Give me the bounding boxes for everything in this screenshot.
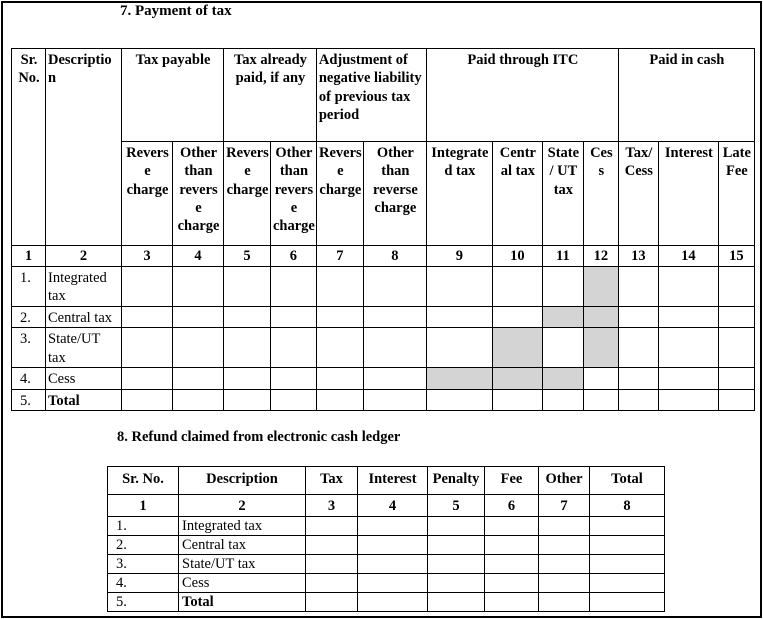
column-number: 8 bbox=[590, 495, 665, 517]
input-cell[interactable] bbox=[428, 517, 485, 536]
row-description: Cess bbox=[46, 368, 122, 389]
table-row bbox=[108, 555, 665, 574]
input-cell[interactable] bbox=[358, 593, 428, 612]
input-cell[interactable] bbox=[718, 267, 754, 307]
column-number: 8 bbox=[363, 246, 426, 267]
column-number: 15 bbox=[718, 246, 754, 267]
row-sr: 2. bbox=[108, 536, 179, 555]
input-cell[interactable] bbox=[224, 389, 271, 410]
input-cell[interactable] bbox=[542, 267, 583, 307]
column-number: 1 bbox=[108, 495, 179, 517]
header-description: Descriptio n bbox=[46, 49, 122, 246]
input-cell[interactable] bbox=[363, 389, 426, 410]
header-fee: Fee bbox=[485, 467, 539, 495]
input-cell[interactable] bbox=[658, 307, 718, 328]
input-cell[interactable] bbox=[122, 267, 173, 307]
column-number: 12 bbox=[583, 246, 618, 267]
input-cell[interactable] bbox=[542, 328, 583, 368]
input-cell[interactable] bbox=[492, 307, 542, 328]
input-cell[interactable] bbox=[658, 368, 718, 389]
row-sr: 1. bbox=[12, 267, 46, 307]
row-description-total: Total bbox=[179, 593, 306, 612]
header-other-than-reverse-charge: Other than revers e charge bbox=[271, 142, 317, 246]
input-cell[interactable] bbox=[224, 267, 271, 307]
column-number: 11 bbox=[542, 246, 583, 267]
input-cell[interactable] bbox=[358, 574, 428, 593]
input-cell[interactable] bbox=[122, 328, 173, 368]
input-cell[interactable] bbox=[122, 368, 173, 389]
column-number: 2 bbox=[179, 495, 306, 517]
table-row bbox=[108, 593, 665, 612]
input-cell[interactable] bbox=[271, 328, 317, 368]
input-cell[interactable] bbox=[590, 593, 665, 612]
header-tax-cess: Tax/ Cess bbox=[618, 142, 658, 246]
table-row bbox=[12, 328, 755, 368]
row-description: State/UT tax bbox=[179, 555, 306, 574]
input-cell[interactable] bbox=[122, 307, 173, 328]
header-central-tax: Centr al tax bbox=[492, 142, 542, 246]
shaded-cell bbox=[492, 368, 542, 389]
row-sr: 3. bbox=[12, 328, 46, 368]
input-cell[interactable] bbox=[306, 555, 358, 574]
row-description: Cess bbox=[179, 574, 306, 593]
input-cell[interactable] bbox=[618, 307, 658, 328]
column-number: 5 bbox=[224, 246, 271, 267]
header-description: Description bbox=[179, 467, 306, 495]
input-cell[interactable] bbox=[271, 307, 317, 328]
input-cell[interactable] bbox=[492, 389, 542, 410]
input-cell[interactable] bbox=[306, 517, 358, 536]
input-cell[interactable] bbox=[539, 593, 590, 612]
input-cell[interactable] bbox=[173, 328, 224, 368]
header-adjustment-negative-liability: Adjustment of negative liability of previous tax period bbox=[316, 49, 426, 142]
input-cell[interactable] bbox=[271, 389, 317, 410]
input-cell[interactable] bbox=[363, 307, 426, 328]
header-tax-payable: Tax payable bbox=[122, 49, 224, 142]
table-row bbox=[12, 368, 755, 389]
row-sr: 3. bbox=[108, 555, 179, 574]
column-number: 1 bbox=[12, 246, 46, 267]
header-total: Total bbox=[590, 467, 665, 495]
input-cell[interactable] bbox=[316, 328, 363, 368]
table-row bbox=[108, 536, 665, 555]
column-number: 5 bbox=[428, 495, 485, 517]
table-row bbox=[12, 267, 755, 307]
row-sr: 4. bbox=[108, 574, 179, 593]
row-sr: 1. bbox=[108, 517, 179, 536]
header-integrated-tax: Integrate d tax bbox=[426, 142, 492, 246]
input-cell[interactable] bbox=[583, 389, 618, 410]
input-cell[interactable] bbox=[590, 517, 665, 536]
header-reverse-charge: Revers e charge bbox=[316, 142, 363, 246]
input-cell[interactable] bbox=[173, 307, 224, 328]
header-sr-no: Sr. No. bbox=[12, 49, 46, 246]
shaded-cell bbox=[426, 368, 492, 389]
input-cell[interactable] bbox=[173, 368, 224, 389]
input-cell[interactable] bbox=[539, 555, 590, 574]
input-cell[interactable] bbox=[363, 267, 426, 307]
refund-claimed-table bbox=[107, 466, 665, 612]
input-cell[interactable] bbox=[539, 517, 590, 536]
input-cell[interactable] bbox=[173, 389, 224, 410]
input-cell[interactable] bbox=[428, 555, 485, 574]
input-cell[interactable] bbox=[590, 536, 665, 555]
input-cell[interactable] bbox=[718, 328, 754, 368]
header-state-ut-tax: State / UT tax bbox=[542, 142, 583, 246]
header-sr-no: Sr. No. bbox=[108, 467, 179, 495]
row-sr: 4. bbox=[12, 368, 46, 389]
column-number: 14 bbox=[658, 246, 718, 267]
input-cell[interactable] bbox=[428, 593, 485, 612]
input-cell[interactable] bbox=[618, 267, 658, 307]
column-number: 3 bbox=[306, 495, 358, 517]
input-cell[interactable] bbox=[173, 267, 224, 307]
input-cell[interactable] bbox=[271, 267, 317, 307]
input-cell[interactable] bbox=[658, 389, 718, 410]
input-cell[interactable] bbox=[426, 389, 492, 410]
input-cell[interactable] bbox=[426, 328, 492, 368]
input-cell[interactable] bbox=[485, 593, 539, 612]
input-cell[interactable] bbox=[485, 555, 539, 574]
input-cell[interactable] bbox=[306, 574, 358, 593]
column-number: 6 bbox=[485, 495, 539, 517]
header-reverse-charge: Revers e charge bbox=[122, 142, 173, 246]
input-cell[interactable] bbox=[306, 536, 358, 555]
input-cell[interactable] bbox=[618, 328, 658, 368]
table-row bbox=[108, 517, 665, 536]
shaded-cell bbox=[583, 267, 618, 307]
input-cell[interactable] bbox=[718, 389, 754, 410]
header-penalty: Penalty bbox=[428, 467, 485, 495]
input-cell[interactable] bbox=[618, 368, 658, 389]
input-cell[interactable] bbox=[224, 307, 271, 328]
input-cell[interactable] bbox=[718, 307, 754, 328]
column-number: 9 bbox=[426, 246, 492, 267]
shaded-cell bbox=[542, 307, 583, 328]
section-7-title: 7. Payment of tax bbox=[120, 3, 232, 19]
header-reverse-charge: Revers e charge bbox=[224, 142, 271, 246]
input-cell[interactable] bbox=[542, 389, 583, 410]
row-description-total: Total bbox=[46, 389, 122, 410]
header-other: Other bbox=[539, 467, 590, 495]
row-description: Central tax bbox=[46, 307, 122, 328]
shaded-cell bbox=[583, 328, 618, 368]
header-tax-already-paid: Tax already paid, if any bbox=[224, 49, 317, 142]
input-cell[interactable] bbox=[583, 368, 618, 389]
column-number: 2 bbox=[46, 246, 122, 267]
section-8-title: 8. Refund claimed from electronic cash ledger bbox=[117, 429, 401, 445]
header-interest: Interest bbox=[658, 142, 718, 246]
table-row bbox=[12, 389, 755, 410]
row-sr: 2. bbox=[12, 307, 46, 328]
column-number: 6 bbox=[271, 246, 317, 267]
input-cell[interactable] bbox=[590, 574, 665, 593]
input-cell[interactable] bbox=[658, 267, 718, 307]
row-description: State/UT tax bbox=[46, 328, 122, 368]
shaded-cell bbox=[492, 328, 542, 368]
row-sr: 5. bbox=[12, 389, 46, 410]
input-cell[interactable] bbox=[658, 328, 718, 368]
payment-of-tax-table bbox=[11, 48, 755, 411]
input-cell[interactable] bbox=[316, 307, 363, 328]
input-cell[interactable] bbox=[426, 267, 492, 307]
input-cell[interactable] bbox=[224, 368, 271, 389]
input-cell[interactable] bbox=[492, 267, 542, 307]
shaded-cell bbox=[583, 307, 618, 328]
input-cell[interactable] bbox=[358, 555, 428, 574]
column-number: 3 bbox=[122, 246, 173, 267]
header-paid-in-cash: Paid in cash bbox=[618, 49, 754, 142]
shaded-cell bbox=[542, 368, 583, 389]
column-number: 10 bbox=[492, 246, 542, 267]
input-cell[interactable] bbox=[590, 555, 665, 574]
header-interest: Interest bbox=[358, 467, 428, 495]
header-other-than-reverse-charge: Other than reverse charge bbox=[363, 142, 426, 246]
row-sr: 5. bbox=[108, 593, 179, 612]
input-cell[interactable] bbox=[316, 368, 363, 389]
input-cell[interactable] bbox=[485, 536, 539, 555]
row-description: Central tax bbox=[179, 536, 306, 555]
column-number: 7 bbox=[539, 495, 590, 517]
table-row bbox=[108, 574, 665, 593]
column-number: 4 bbox=[173, 246, 224, 267]
input-cell[interactable] bbox=[485, 517, 539, 536]
input-cell[interactable] bbox=[618, 389, 658, 410]
input-cell[interactable] bbox=[363, 368, 426, 389]
input-cell[interactable] bbox=[316, 389, 363, 410]
row-description: Integrated tax bbox=[179, 517, 306, 536]
column-number: 13 bbox=[618, 246, 658, 267]
row-description: Integrated tax bbox=[46, 267, 122, 307]
input-cell[interactable] bbox=[358, 536, 428, 555]
header-paid-through-itc: Paid through ITC bbox=[426, 49, 618, 142]
input-cell[interactable] bbox=[428, 536, 485, 555]
input-cell[interactable] bbox=[358, 517, 428, 536]
input-cell[interactable] bbox=[718, 368, 754, 389]
table-row bbox=[12, 307, 755, 328]
input-cell[interactable] bbox=[426, 307, 492, 328]
header-cess: Ces s bbox=[583, 142, 618, 246]
header-tax: Tax bbox=[306, 467, 358, 495]
input-cell[interactable] bbox=[363, 328, 426, 368]
column-number: 7 bbox=[316, 246, 363, 267]
input-cell[interactable] bbox=[306, 593, 358, 612]
column-number: 4 bbox=[358, 495, 428, 517]
input-cell[interactable] bbox=[271, 368, 317, 389]
input-cell[interactable] bbox=[122, 389, 173, 410]
input-cell[interactable] bbox=[485, 574, 539, 593]
input-cell[interactable] bbox=[539, 536, 590, 555]
input-cell[interactable] bbox=[539, 574, 590, 593]
input-cell[interactable] bbox=[428, 574, 485, 593]
input-cell[interactable] bbox=[224, 328, 271, 368]
header-late-fee: Late Fee bbox=[718, 142, 754, 246]
input-cell[interactable] bbox=[316, 267, 363, 307]
header-other-than-reverse-charge: Other than revers e charge bbox=[173, 142, 224, 246]
